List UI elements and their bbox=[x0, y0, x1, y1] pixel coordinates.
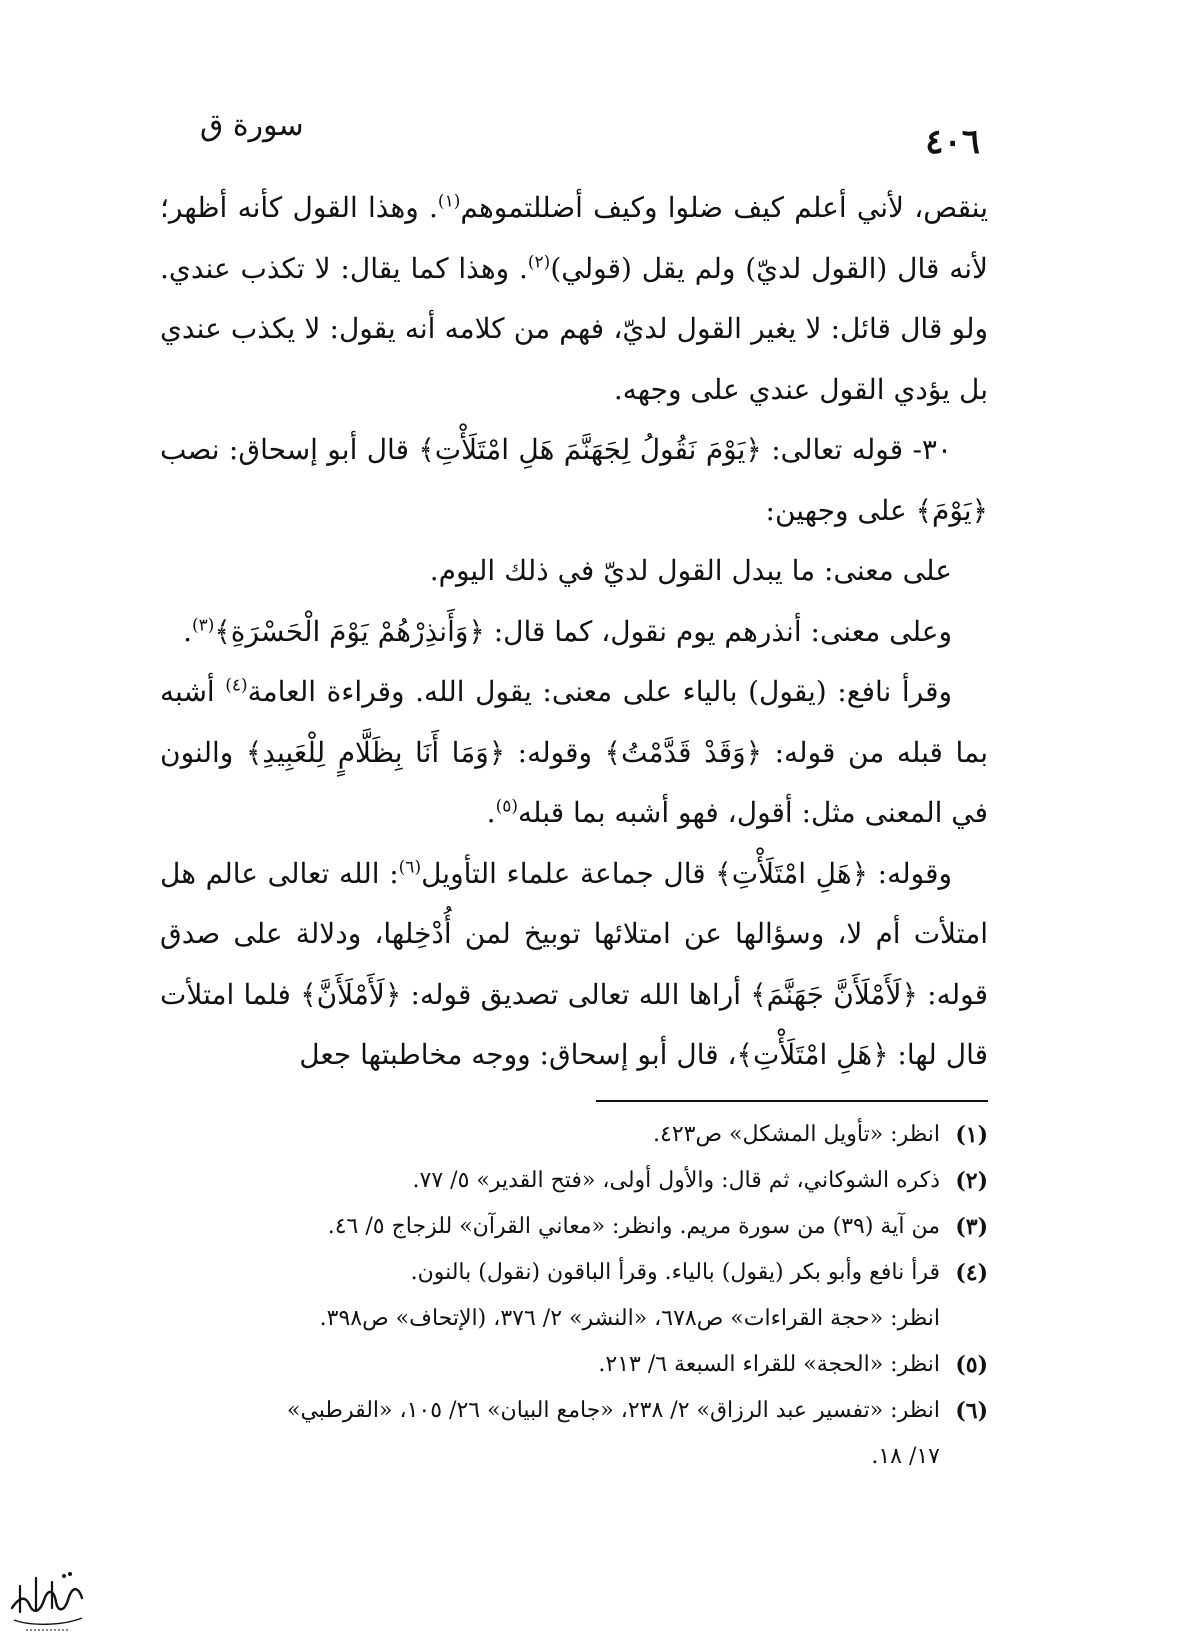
footnote-6 bbox=[160, 1388, 988, 1480]
footnotes bbox=[160, 1112, 988, 1480]
page-header bbox=[200, 108, 980, 168]
footnote-ref: (٦) bbox=[398, 857, 422, 878]
paragraph-4: وعلى معنى: أنذرهم يوم نقول، كما قال: ﴿وَأَنذِرْهُمْ يَوْمَ الْحَسْرَةِ﴾$^{(٣)}$. bbox=[183, 614, 952, 648]
footnote-3 bbox=[160, 1204, 988, 1250]
footnote-text: من آية (٣٩) من سورة مريم. وانظر: «معاني القرآن» للزجاج ٥/ ٤٦. bbox=[327, 1214, 940, 1239]
footnote-number: (٥) bbox=[955, 1352, 988, 1378]
footnote-text: انظر: «حجة القراءات» ص٦٧٨، «النشر» ٢/ ٣٧٦، (الإتحاف» ص٣٩٨. bbox=[319, 1306, 940, 1331]
surah-title: سورة ق bbox=[200, 108, 304, 143]
footnote-number: (١) bbox=[955, 1122, 988, 1148]
footnote-number: (٤) bbox=[955, 1260, 988, 1286]
paragraph-6: وقوله: ﴿هَلِ امْتَلَأْتِ﴾ قال جماعة علماء التأويل$^{(٦)}$: الله تعالى عالم هل امتلأت أم لا، وسؤالها عن امتلائها توبيخ لمن أُدْخِلها، ودلالة على صدق قوله: ﴿لَأَمْلَأَنَّ جَهَنَّمَ﴾ أراها الله تعالى تصديق قوله: ﴿لَأَمْلَأَنَّ﴾ فلما امتلأت قال لها: ﴿هَلِ امْتَلَأْتِ﴾، قال أبو إسحاق: ووجه مخاطبتها جعل bbox=[160, 856, 988, 1071]
footnote-text: ذكره الشوكاني، ثم قال: والأول أولى، «فتح القدير» ٥/ ٧٧. bbox=[412, 1168, 940, 1193]
footnote-divider bbox=[596, 1100, 988, 1102]
footnote-5 bbox=[160, 1342, 988, 1388]
footnote-number: (٦) bbox=[955, 1398, 988, 1424]
main-text bbox=[160, 178, 988, 1086]
footnote-text: انظر: «الحجة» للقراء السبعة ٦/ ٢١٣. bbox=[598, 1352, 940, 1377]
footnote-ref: (٥) bbox=[495, 796, 518, 817]
footnote-ref: (٢) bbox=[527, 252, 551, 273]
paragraph-1: ينقص، لأني أعلم كيف ضلوا وكيف أضللتموهم$^{(١)}$. وهذا القول كأنه أظهر؛ لأنه قال (القول لديّ) ولم يقل (قولي)$^{(٢)}$. وهذا كما يقال: لا تكذب عندي. ولو قال قائل: لا يغير القول لديّ، فهم من كلامه أنه يقول: لا يكذب عندي بل يؤدي القول عندي على وجهه. bbox=[160, 191, 988, 406]
footnote-text: ١٧/ ١٨. bbox=[871, 1444, 940, 1469]
footnote-2 bbox=[160, 1158, 988, 1204]
footnote-number: (٣) bbox=[955, 1214, 988, 1240]
footnote-ref: (١) bbox=[437, 191, 461, 212]
paragraph-3: على معنى: ما يبدل القول لديّ في ذلك اليوم. bbox=[429, 554, 952, 587]
footnote-text: انظر: «تأويل المشكل» ص٤٢٣. bbox=[653, 1122, 940, 1147]
publisher-logo-icon bbox=[6, 1556, 88, 1636]
footnote-number: (٢) bbox=[955, 1168, 988, 1194]
footnote-4 bbox=[160, 1250, 988, 1342]
footnote-ref: (٤) bbox=[225, 675, 248, 696]
paragraph-5: وقرأ نافع: (يقول) بالياء على معنى: يقول الله. وقراءة العامة$^{(٤)}$ أشبه بما قبله من قوله: ﴿وَقَدْ قَدَّمْتُ﴾ وقوله: ﴿وَمَا أَنَا بِظَلَّامٍ لِلْعَبِيدِ﴾ والنون في المعنى مثل: أقول، فهو أشبه بما قبله$^{(٥)}$. bbox=[160, 675, 988, 829]
page-number: ٤٠٦ bbox=[925, 122, 980, 162]
footnote-1 bbox=[160, 1112, 988, 1158]
footnote-text: قرأ نافع وأبو بكر (يقول) بالياء. وقرأ الباقون (نقول) بالنون. bbox=[410, 1260, 940, 1285]
paragraph-2: ٣٠- قوله تعالى: ﴿يَوْمَ نَقُولُ لِجَهَنَّمَ هَلِ امْتَلَأْتِ﴾ قال أبو إسحاق: نصب ﴿يَوْمَ﴾ على وجهين: bbox=[160, 433, 988, 527]
footnote-text: انظر: «تفسير عبد الرزاق» ٢/ ٢٣٨، «جامع البيان» ٢٦/ ١٠٥، «القرطبي» bbox=[287, 1398, 940, 1423]
footnote-ref: (٣) bbox=[191, 615, 215, 636]
